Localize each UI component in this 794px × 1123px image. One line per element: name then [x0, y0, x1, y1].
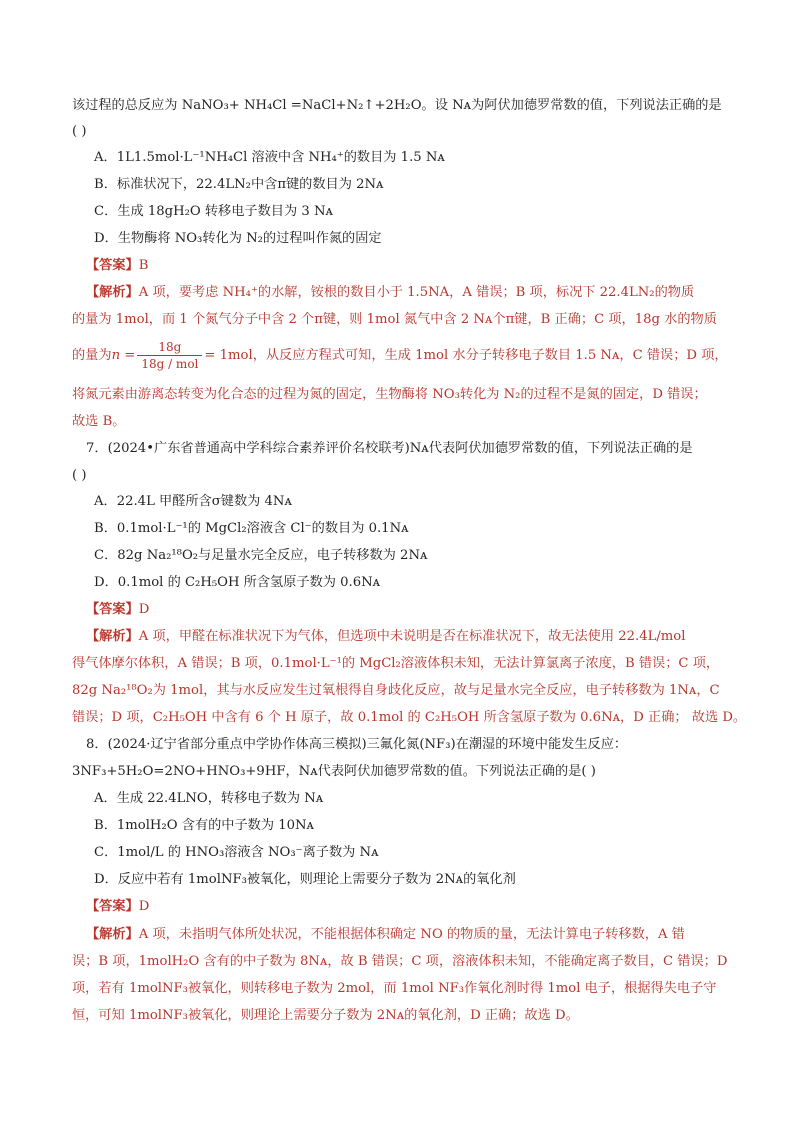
- q6-analysis-line-4: 将氮元素由游离态转变为化合态的过程为氮的固定，生物酶将 NO₃转化为 N₂的过程不是氮的固定，D 错误；: [72, 387, 707, 402]
- answer-label: 【答案】: [86, 258, 139, 273]
- q7-analysis-line-4: 错误；D 项，C₂H₅OH 中含有 6 个 H 原子，故 0.1mol 的 C₂H₅OH 所含氢原子数为 0.6Nᴀ，D 正确； 故选 D。: [72, 710, 747, 725]
- q7-analysis-line-1: [86, 627, 685, 647]
- analysis-label: 【解析】: [86, 285, 139, 300]
- q8-analysis-line-2: 误；B 项，1molH₂O 含有的中子数为 8Nᴀ，故 B 错误；C 项，溶液体积未知，不能确定离子数目，C 错误；D: [72, 954, 728, 969]
- fraction: [137, 339, 202, 372]
- q6-option-b: B．标准状况下，22.4LN₂中含π键的数目为 2Nᴀ: [94, 177, 384, 192]
- answer-value: D: [138, 602, 150, 617]
- q6-option-d: D．生物酶将 NO₃转化为 N₂的过程叫作氮的固定: [94, 231, 382, 246]
- q6-answer: [86, 256, 148, 276]
- analysis-text: A 项，要考虑 NH₄⁺的水解，铵根的数目小于 1.5NA，A 错误；B 项，标况下 22.4LN₂的物质: [138, 285, 695, 300]
- q6-analysis-line-1: [86, 283, 694, 303]
- q6-answer-paren: ( ): [72, 124, 87, 139]
- q6-analysis-line-3: [72, 338, 728, 374]
- q8-option-d: D．反应中若有 1molNF₃被氧化，则理论上需要分子数为 2Nᴀ的氧化剂: [94, 872, 516, 887]
- answer-label: 【答案】: [86, 602, 139, 617]
- analysis-label: 【解析】: [86, 629, 139, 644]
- fraction-numerator: 18g: [137, 339, 202, 356]
- analysis-label: 【解析】: [86, 927, 139, 942]
- q8-option-a: A．生成 22.4LNO，转移电子数为 Nᴀ: [94, 791, 324, 806]
- q7-stem: 7．(2024•广东省普通高中学科综合素养评价名校联考)Nᴀ代表阿伏加德罗常数的值，下列说法正确的是: [86, 441, 693, 456]
- q8-option-b: B．1molH₂O 含有的中子数为 10Nᴀ: [94, 818, 314, 833]
- q8-stem-line-2: 3NF₃+5H₂O=2NO+HNO₃+9HF，Nᴀ代表阿伏加德罗常数的值。下列说法正确的是( ): [72, 764, 596, 779]
- q8-analysis-line-3: 项，若有 1molNF₃被氧化，则转移电子数为 2mol，而 1mol NF₃作氧化剂时得 1mol 电子，根据得失电子守: [72, 981, 717, 996]
- answer-label: 【答案】: [86, 899, 139, 914]
- q8-analysis-line-1: [86, 925, 685, 945]
- q7-answer-paren: ( ): [72, 468, 87, 483]
- q7-analysis-line-2: 得气体摩尔体积，A 错误；B 项，0.1mol·L⁻¹的 MgCl₂溶液体积未知，无法计算氯离子浓度，B 错误；C 项，: [72, 656, 720, 671]
- q7-option-b: B．0.1mol·L⁻¹的 MgCl₂溶液含 Cl⁻的数目为 0.1Nᴀ: [94, 521, 409, 536]
- q8-analysis-line-4: 恒，可知 1molNF₃被氧化，则理论上需要分子数为 2Nᴀ的氧化剂，D 正确；故选 D。: [72, 1008, 579, 1023]
- q7-option-a: A．22.4L 甲醛所含σ键数为 4Nᴀ: [94, 494, 292, 509]
- q8-answer: [86, 897, 149, 917]
- q8-stem-line-1: 8．(2024·辽宁省部分重点中学协作体高三模拟)三氟化氮(NF₃)在潮湿的环境中能发生反应：: [86, 737, 628, 752]
- formula-rhs: = 1mol: [204, 348, 253, 363]
- q7-option-d: D．0.1mol 的 C₂H₅OH 所含氢原子数为 0.6Nᴀ: [94, 575, 381, 590]
- q6-analysis-line-5: 故选 B。: [72, 414, 126, 429]
- q7-option-c: C．82g Na₂¹⁸O₂与足量水完全反应，电子转移数为 2Nᴀ: [94, 548, 428, 563]
- answer-value: B: [138, 258, 149, 273]
- analysis-text: A 项，甲醛在标准状况下为气体，但选项中未说明是否在标准状况下，故无法使用 22.4L/mol: [138, 629, 686, 644]
- formula-lhs: n =: [111, 348, 136, 363]
- q6-option-c: C．生成 18gH₂O 转移电子数目为 3 Nᴀ: [94, 204, 333, 219]
- analysis-text: A 项，未指明气体所处状况，不能根据体积确定 NO 的物质的量，无法计算电子转移数，A 错: [138, 927, 685, 942]
- q8-option-c: C．1mol/L 的 HNO₃溶液含 NO₃⁻离子数为 Nᴀ: [94, 845, 379, 860]
- q6-analysis-line-2: 的量为 1mol，而 1 个氮气分子中含 2 个π键，则 1mol 氮气中含 2 Nᴀ个π键，B 正确；C 项，18g 水的物质: [72, 312, 717, 327]
- analysis-text: 的量为: [72, 348, 112, 363]
- q7-analysis-line-3: 82g Na₂¹⁸O₂为 1mol，其与水反应发生过氧根得自身歧化反应，故与足量水完全反应，电子转移数为 1Nᴀ，C: [72, 683, 720, 698]
- q6-option-a: A．1L1.5mol·L⁻¹NH₄Cl 溶液中含 NH₄⁺的数目为 1.5 Nᴀ: [94, 150, 445, 165]
- analysis-text: ，从反应方程式可知，生成 1mol 水分子转移电子数目 1.5 Nᴀ，C 错误；D 项，: [252, 348, 728, 363]
- q7-answer: [86, 600, 149, 620]
- fraction-denominator: 18g / mol: [141, 357, 199, 371]
- answer-value: D: [138, 899, 150, 914]
- q6-stem: 该过程的总反应为 NaNO₃+ NH₄Cl =NaCl+N₂↑+2H₂O。设 Nᴀ为阿伏加德罗常数的值，下列说法正确的是: [72, 98, 722, 113]
